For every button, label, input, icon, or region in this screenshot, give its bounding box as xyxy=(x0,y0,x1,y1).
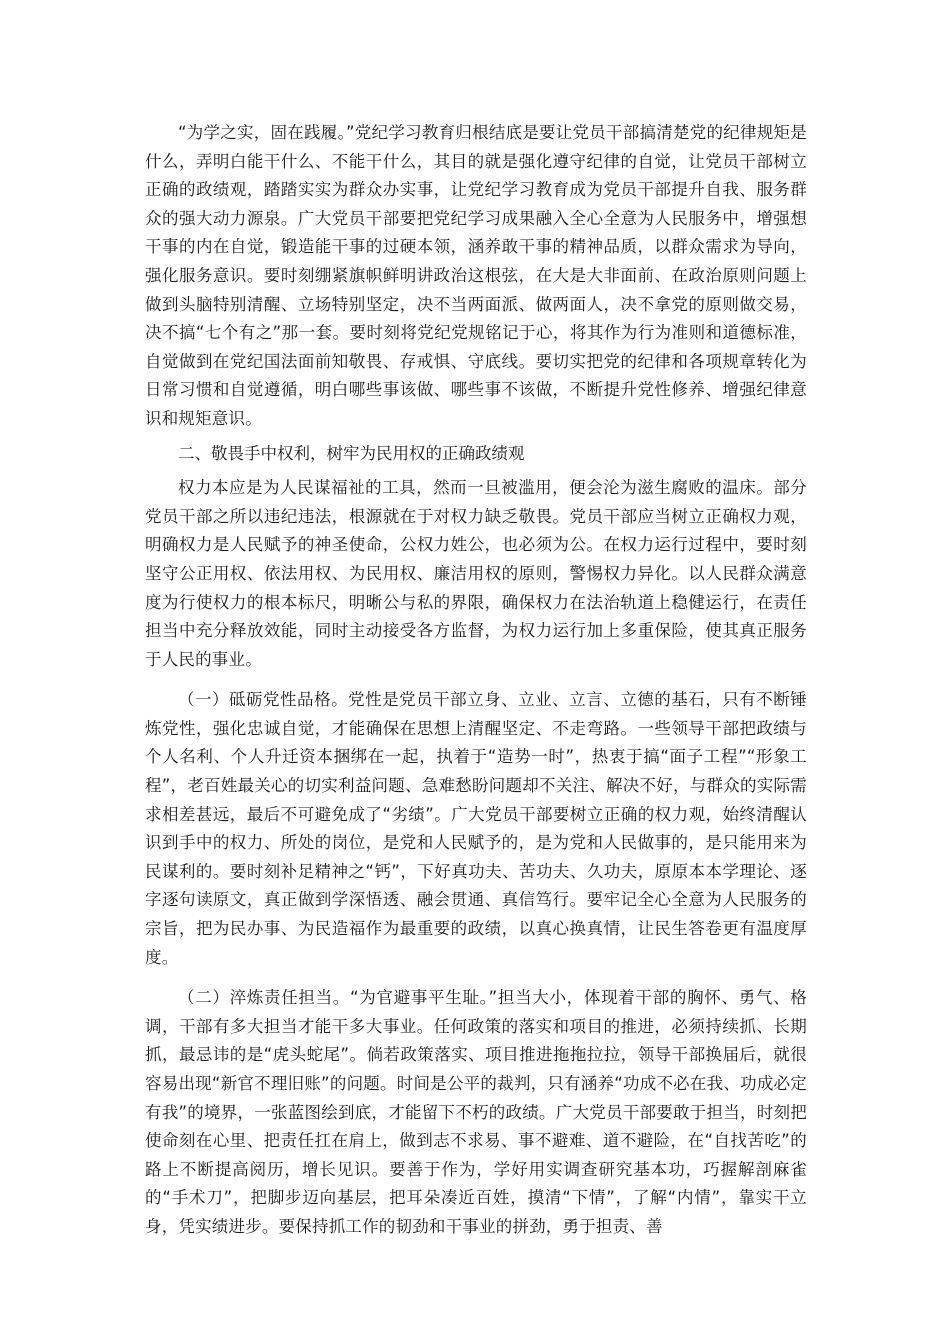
paragraph-intro: “为学之实，固在践履。”党纪学习教育归根结底是要让党员干部搞清楚党的纪律规矩是什么，弄明白能干什么、不能干什么，其目的就是强化遵守纪律的自觉，让党员干部树立正确的政绩观，踏踏实实为群众办实事，让党纪学习教育成为党员干部提升自我、服务群众的强大动力源泉。广大党员干部要把党纪学习成果融入全心全意为人民服务中，增强想干事的内在自觉，锻造能干事的过硬本领，涵养敢干事的精神品质，以群众需求为导向，强化服务意识。要时刻绷紧旗帜鲜明讲政治这根弦，在大是大非面前、在政治原则问题上做到头脑特别清醒、立场特别坚定，决不当两面派、做两面人，决不拿党的原则做交易，决不搞“七个有之”那一套。要时刻将党纪党规铭记于心，将其作为行为准则和道德标准，自觉做到在党纪国法面前知敬畏、存戒惧、守底线。要切实把党的纪律和各项规章转化为日常习惯和自觉遵循，明白哪些事该做、哪些事不该做，不断提升党性修养、增强纪律意识和规矩意识。 xyxy=(145,123,807,428)
document-page xyxy=(145,119,807,1242)
paragraph-subsection-2: （二）淬炼责任担当。“为官避事平生耻。”担当大小，体现着干部的胸怀、勇气、格调，干部有多大担当才能干多大事业。任何政策的落实和项目的推进，必须持续抓、长期抓，最忌讳的是“虎头蛇尾”。倘若政策落实、项目推进拖拖拉拉，领导干部换届后，就很容易出现“新官不理旧账”的问题。时间是公平的裁判，只有涵养“功成不必在我、功成必定有我”的境界，一张蓝图绘到底，才能留下不朽的政绩。广大党员干部要敢于担当，时刻把使命刻在心里、把责任扛在肩上，做到志不求易、事不避难、道不避险，在“自找苦吃”的路上不断提高阅历，增长见识。要善于作为，学好用实调查研究基本功，巧握解剖麻雀的“手术刀”，把脚步迈向基层，把耳朵凑近百姓，摸清“下情”，了解“内情”，靠实干立身，凭实绩进步。要保持抓工作的韧劲和干事业的拼劲，勇于担责、善 xyxy=(145,988,807,1236)
paragraph-power: 权力本应是为人民谋福祉的工具，然而一旦被滥用，便会沦为滋生腐败的温床。部分党员干部之所以违纪违法，根源就在于对权力缺乏敬畏。党员干部应当树立正确权力观，明确权力是人民赋予的神圣使命，公权力姓公，也必须为公。在权力运行过程中，要时刻坚守公正用权、依法用权、为民用权、廉洁用权的原则，警惕权力异化。以人民群众满意度为行使权力的根本标尺，明晰公与私的界限，确保权力在法治轨道上稳健运行，在责任担当中充分释放效能，同时主动接受各方监督，为权力运行加上多重保险，使其真正服务于人民的事业。 xyxy=(145,478,807,669)
paragraph-subsection-1: （一）砥砺党性品格。党性是党员干部立身、立业、立言、立德的基石，只有不断锤炼党性，强化忠诚自觉，才能确保在思想上清醒坚定、不走弯路。一些领导干部把政绩与个人名利、个人升迁资本捆绑在一起，执着于“造势一时”，热衷于搞“面子工程”“形象工程”，老百姓最关心的切实利益问题、急难愁盼问题却不关注、解决不好，与群众的实际需求相差甚远，最后不可避免成了“劣绩”。广大党员干部要树立正确的权力观，始终清醒认识到手中的权力、所处的岗位，是党和人民赋予的，是为党和人民做事的，是只能用来为民谋利的。要时刻补足精神之“钙”，下好真功夫、苦功夫、久功夫，原原本本学理论、逐字逐句读原文，真正做到学深悟透、融会贯通、真信笃行。要牢记全心全意为人民服务的宗旨，把为民办事、为民造福作为最重要的政绩，以真心换真情，让民生答卷更有温度厚度。 xyxy=(145,690,807,967)
section-heading-2: 二、敬畏手中权利，树牢为民用权的正确政绩观 xyxy=(178,443,525,463)
